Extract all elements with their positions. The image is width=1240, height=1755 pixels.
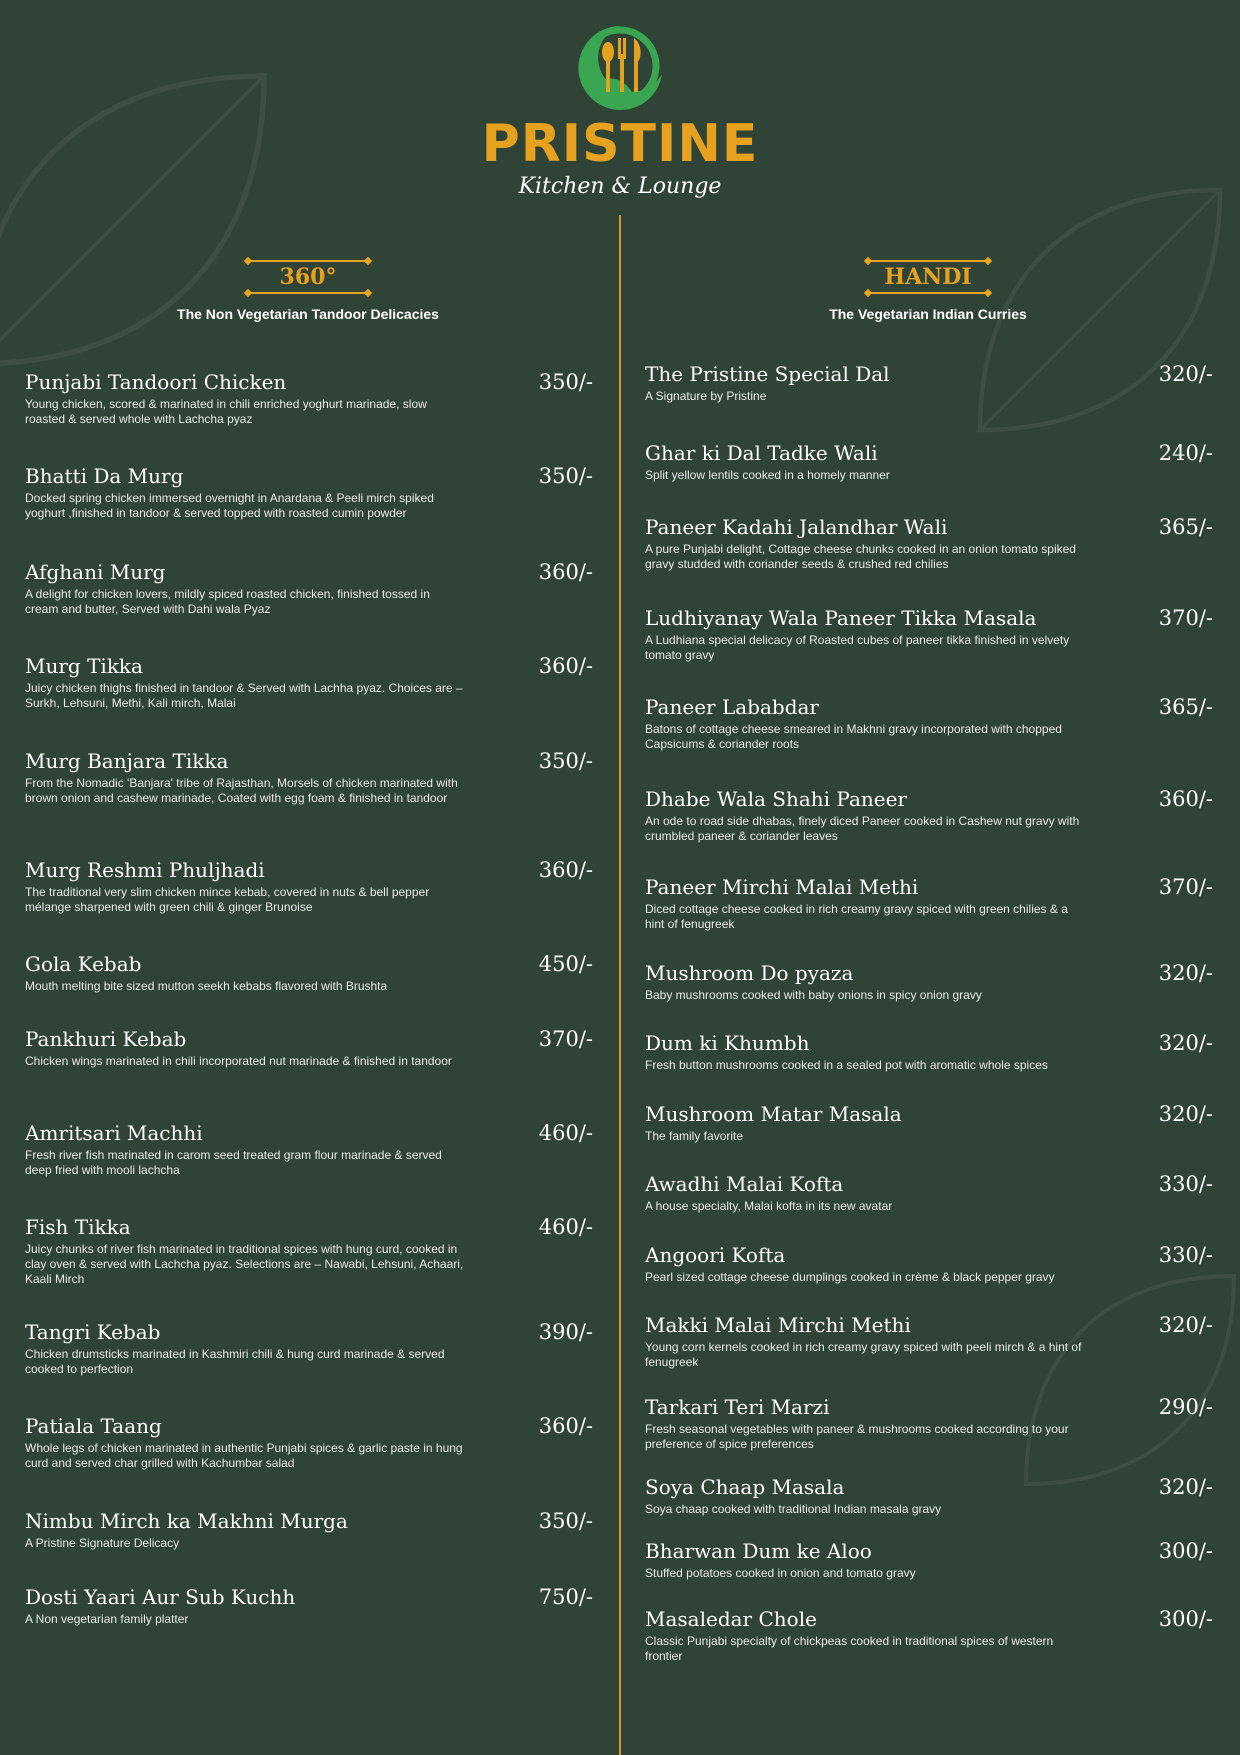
menu-item (25, 1414, 595, 1509)
item-description: Split yellow lentils cooked in a homely manner (645, 468, 890, 482)
item-description: Pearl sized cottage cheese dumplings cooked in crème & black pepper gravy (645, 1270, 1055, 1284)
item-price: 365/- (1158, 515, 1213, 539)
item-price: 320/- (1158, 1031, 1213, 1055)
menu-item (25, 1027, 595, 1121)
brand-name: PRISTINE (481, 114, 759, 174)
item-name: Paneer Mirchi Malai Methi (645, 875, 919, 899)
item-description: Chicken drumsticks marinated in Kashmiri chili & hung curd marinade & served cooked to perfection (25, 1347, 445, 1376)
menu-item (25, 1509, 595, 1585)
item-price: 365/- (1158, 695, 1213, 719)
item-name: Tarkari Teri Marzi (645, 1395, 830, 1419)
item-name: Fish Tikka (25, 1215, 131, 1239)
item-name: Murg Reshmi Phuljhadi (25, 858, 265, 882)
section-title: HANDI (884, 264, 972, 290)
item-price: 370/- (1158, 875, 1213, 899)
menu-item (645, 1475, 1215, 1539)
item-description: Stuffed potatoes cooked in onion and tomato gravy (645, 1566, 916, 1580)
item-name: Amritsari Machhi (25, 1121, 203, 1145)
menu-item (645, 515, 1215, 606)
menu-item (645, 695, 1215, 787)
brand-tagline: Kitchen & Lounge (518, 174, 722, 199)
item-description: Chicken wings marinated in chili incorporated nut marinade & finished in tandoor (25, 1054, 452, 1068)
menu-item (25, 858, 595, 952)
item-price: 300/- (1158, 1539, 1213, 1563)
menu-item (645, 1172, 1215, 1243)
item-name: Tangri Kebab (25, 1320, 161, 1344)
item-description: Docked spring chicken immersed overnight in Anardana & Peeli mirch spiked yoghurt ,finished in tandoor & served topped with roasted cumin powder (25, 491, 434, 520)
item-price: 360/- (538, 858, 593, 882)
leaf-spoon-fork-knife-icon (572, 22, 668, 112)
item-name: Murg Banjara Tikka (25, 749, 229, 773)
item-price: 330/- (1158, 1243, 1213, 1267)
menu-item (645, 1607, 1215, 1677)
menu-item (645, 1102, 1215, 1172)
menu-item (645, 787, 1215, 875)
item-price: 360/- (538, 560, 593, 584)
item-description: Fresh seasonal vegetables with paneer & mushrooms cooked according to your preference of spice preferences (645, 1422, 1069, 1451)
menu-item (25, 1320, 595, 1414)
item-description: A delight for chicken lovers, mildly spiced roasted chicken, finished tossed in cream and butter, Served with Dahi wala Pyaz (25, 587, 430, 616)
menu-item (645, 961, 1215, 1031)
section-header-nonveg (143, 252, 473, 322)
item-name: Soya Chaap Masala (645, 1475, 845, 1499)
item-price: 320/- (1158, 1313, 1213, 1337)
menu-item (25, 370, 595, 464)
item-description: An ode to road side dhabas, finely diced Paneer cooked in Cashew nut gravy with crumbled paneer & coriander leaves (645, 814, 1080, 843)
item-price: 390/- (538, 1320, 593, 1344)
item-name: Awadhi Malai Kofta (645, 1172, 844, 1196)
item-name: Nimbu Mirch ka Makhni Murga (25, 1509, 348, 1533)
item-name: Afghani Murg (25, 560, 166, 584)
item-price: 320/- (1158, 961, 1213, 985)
item-name: Angoori Kofta (645, 1243, 786, 1267)
section-title-frame (243, 252, 373, 302)
item-price: 320/- (1158, 1102, 1213, 1126)
section-title: 360° (279, 264, 337, 290)
section-subtitle: The Non Vegetarian Tandoor Delicacies (177, 306, 439, 322)
item-name: Pankhuri Kebab (25, 1027, 187, 1051)
menu-item (645, 606, 1215, 695)
item-description: Diced cottage cheese cooked in rich creamy gravy spiced with green chilies & a hint of fenugreek (645, 902, 1068, 931)
item-description: Juicy chicken thighs finished in tandoor & Served with Lachha pyaz. Choices are – Surkh, Lehsuni, Methi, Kali mirch, Malai (25, 681, 463, 710)
item-name: Masaledar Chole (645, 1607, 817, 1631)
item-name: Bharwan Dum ke Aloo (645, 1539, 872, 1563)
menu-item (25, 952, 595, 1027)
column-divider (619, 215, 621, 1755)
item-price: 460/- (538, 1215, 593, 1239)
menu-item (645, 875, 1215, 961)
nonveg-menu-list (25, 370, 595, 1645)
item-name: Murg Tikka (25, 654, 143, 678)
item-name: Ludhiyanay Wala Paneer Tikka Masala (645, 606, 1037, 630)
item-description: A Signature by Pristine (645, 389, 767, 403)
item-price: 750/- (538, 1585, 593, 1609)
item-name: Paneer Kadahi Jalandhar Wali (645, 515, 948, 539)
menu-item (25, 654, 595, 749)
menu-item (25, 1121, 595, 1215)
menu-item (645, 1539, 1215, 1607)
item-description: Fresh button mushrooms cooked in a sealed pot with aromatic whole spices (645, 1058, 1048, 1072)
item-price: 360/- (538, 1414, 593, 1438)
item-description: Soya chaap cooked with traditional Indian masala gravy (645, 1502, 942, 1516)
menu-item (25, 464, 595, 560)
item-description: From the Nomadic 'Banjara' tribe of Rajasthan, Morsels of chicken marinated with brown onion and cashew marinade, Coated with egg foam & finished in tandoor (25, 776, 458, 805)
veg-menu-list (645, 362, 1215, 1677)
item-name: Mushroom Matar Masala (645, 1102, 902, 1126)
item-price: 350/- (538, 464, 593, 488)
item-name: Mushroom Do pyaza (645, 961, 854, 985)
item-price: 240/- (1158, 441, 1213, 465)
item-price: 330/- (1158, 1172, 1213, 1196)
item-description: Young corn kernels cooked in rich creamy gravy spiced with peeli mirch & a hint of fenugreek (645, 1340, 1082, 1369)
section-header-veg (763, 252, 1093, 322)
item-name: Ghar ki Dal Tadke Wali (645, 441, 878, 465)
menu-item (645, 1395, 1215, 1475)
item-name: Patiala Taang (25, 1414, 162, 1438)
item-description: Classic Punjabi specialty of chickpeas cooked in traditional spices of western frontier (645, 1634, 1054, 1663)
item-description: The family favorite (645, 1129, 744, 1143)
item-description: A Ludhiana special delicacy of Roasted cubes of paneer tikka finished in velvety tomato gravy (645, 633, 1070, 662)
item-name: Bhatti Da Murg (25, 464, 184, 488)
item-description: Baby mushrooms cooked with baby onions in spicy onion gravy (645, 988, 982, 1002)
menu-item (25, 560, 595, 654)
menu-item (645, 441, 1215, 515)
item-description: A pure Punjabi delight, Cottage cheese chunks cooked in an onion tomato spiked gravy studded with coriander seeds & crushed red chilies (645, 542, 1076, 571)
item-price: 370/- (538, 1027, 593, 1051)
item-description: Fresh river fish marinated in carom seed treated gram flour marinade & served deep fried with mooli lachcha (25, 1148, 442, 1177)
item-price: 370/- (1158, 606, 1213, 630)
item-price: 290/- (1158, 1395, 1213, 1419)
item-name: Dum ki Khumbh (645, 1031, 810, 1055)
item-name: Punjabi Tandoori Chicken (25, 370, 287, 394)
menu-item (25, 749, 595, 858)
item-name: Paneer Lababdar (645, 695, 819, 719)
item-price: 450/- (538, 952, 593, 976)
item-description: A house specialty, Malai kofta in its new avatar (645, 1199, 893, 1213)
item-description: Mouth melting bite sized mutton seekh kebabs flavored with Brushta (25, 979, 388, 993)
item-price: 360/- (1158, 787, 1213, 811)
item-description: Whole legs of chicken marinated in authentic Punjabi spices & garlic paste in hung curd and served char grilled with Kachumbar salad (25, 1441, 463, 1470)
menu-item (645, 1031, 1215, 1102)
item-description: A Non vegetarian family platter (25, 1612, 189, 1626)
item-description: Young chicken, scored & marinated in chili enriched yoghurt marinade, slow roasted & served whole with Lachcha pyaz (25, 397, 427, 426)
item-price: 350/- (538, 749, 593, 773)
item-name: Dosti Yaari Aur Sub Kuchh (25, 1585, 296, 1609)
restaurant-logo (0, 22, 1240, 199)
item-price: 360/- (538, 654, 593, 678)
item-price: 350/- (538, 1509, 593, 1533)
item-price: 460/- (538, 1121, 593, 1145)
menu-item (25, 1215, 595, 1320)
section-subtitle: The Vegetarian Indian Curries (829, 306, 1027, 322)
item-description: Juicy chunks of river fish marinated in traditional spices with hung curd, cooked in clay oven & served with Lachcha pyaz. Selections are – Nawabi, Lehsuni, Achaari, Kaali Mirch (25, 1242, 464, 1286)
menu-item (645, 1243, 1215, 1313)
item-price: 350/- (538, 370, 593, 394)
item-name: The Pristine Special Dal (645, 362, 890, 386)
item-description: The traditional very slim chicken mince kebab, covered in nuts & bell pepper mélange sharpened with green chili & ginger Brunoise (25, 885, 430, 914)
item-name: Gola Kebab (25, 952, 142, 976)
menu-item (25, 1585, 595, 1645)
item-price: 320/- (1158, 362, 1213, 386)
item-name: Makki Malai Mirchi Methi (645, 1313, 911, 1337)
menu-item (645, 1313, 1215, 1395)
menu-item (645, 362, 1215, 441)
item-price: 320/- (1158, 1475, 1213, 1499)
section-title-frame (863, 252, 993, 302)
item-description: A Pristine Signature Delicacy (25, 1536, 180, 1550)
item-price: 300/- (1158, 1607, 1213, 1631)
item-description: Batons of cottage cheese smeared in Makhni gravy incorporated with chopped Capsicums & coriander roots (645, 722, 1062, 751)
item-name: Dhabe Wala Shahi Paneer (645, 787, 907, 811)
